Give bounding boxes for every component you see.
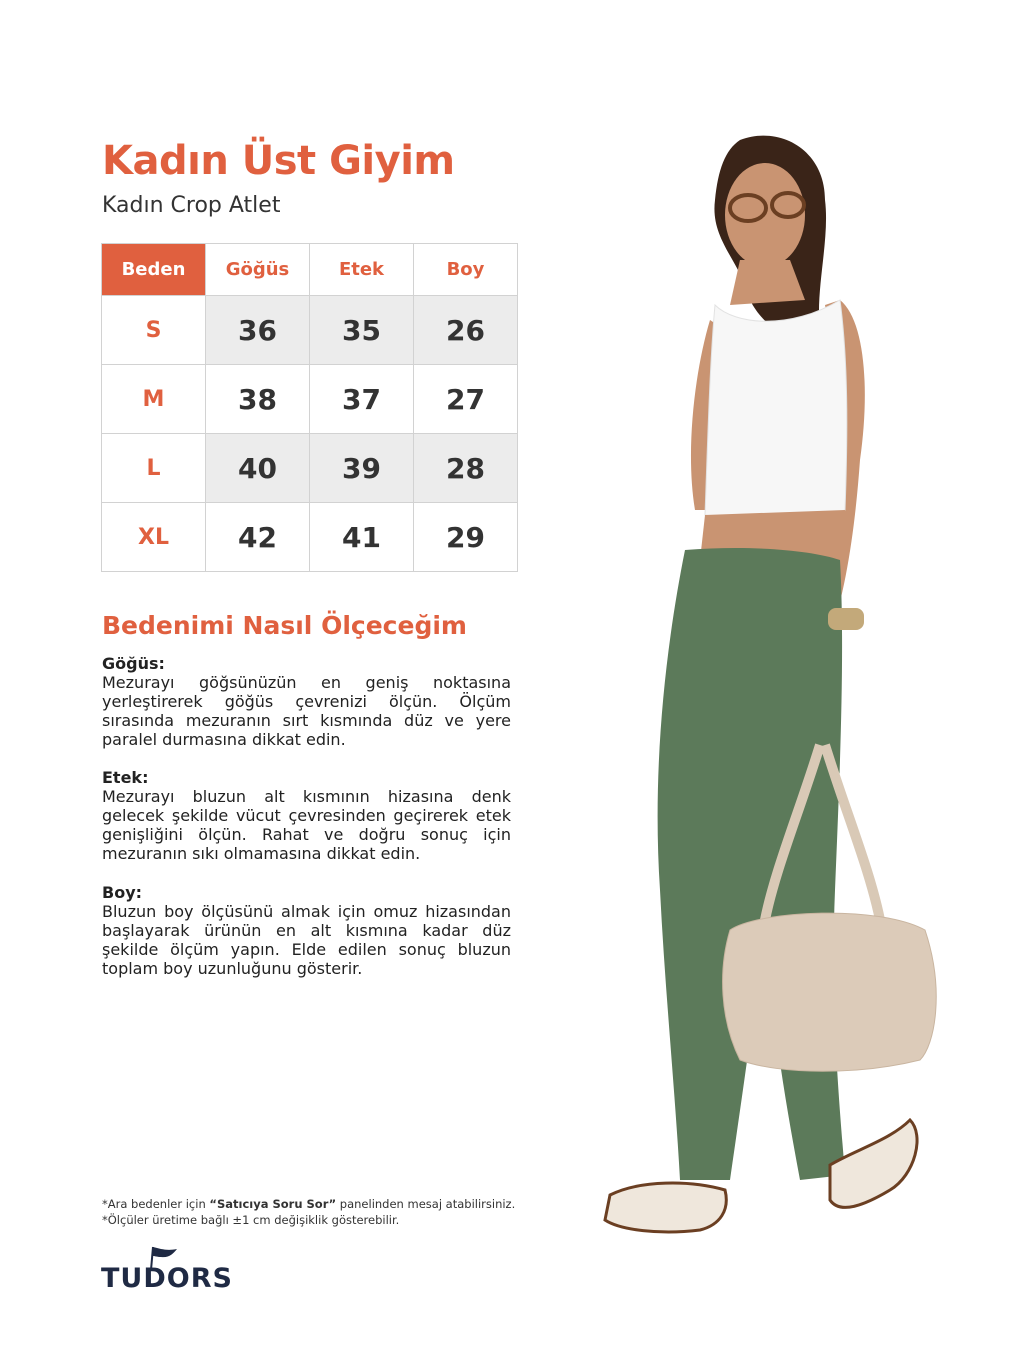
model-shoe-left bbox=[605, 1183, 726, 1232]
model-photo bbox=[590, 130, 950, 1270]
howto-title: Bedenimi Nasıl Ölçeceğim bbox=[102, 611, 467, 640]
section-label: Boy: bbox=[102, 883, 143, 902]
size-label: XL bbox=[102, 503, 206, 572]
footnote-2: *Ölçüler üretime bağlı ±1 cm değişiklik gösterebilir. bbox=[102, 1213, 400, 1227]
size-table bbox=[101, 243, 518, 572]
section-label: Etek: bbox=[102, 768, 149, 787]
section-text: Bluzun boy ölçüsünü almak için omuz hizasından başlayarak ürünün en alt kısmına kadar düz şekilde ölçüm yapın. Elde edilen sonuç bluzun toplam boy uzunluğunu gösterir. bbox=[102, 902, 511, 978]
boy-value: 28 bbox=[414, 434, 518, 503]
table-row bbox=[102, 296, 518, 365]
size-label: L bbox=[102, 434, 206, 503]
footnotes bbox=[102, 1196, 515, 1228]
header-beden: Beden bbox=[102, 244, 206, 296]
table-row bbox=[102, 503, 518, 572]
size-label: S bbox=[102, 296, 206, 365]
gogus-value: 40 bbox=[206, 434, 310, 503]
gogus-value: 36 bbox=[206, 296, 310, 365]
boy-value: 27 bbox=[414, 365, 518, 434]
howto-section-etek bbox=[102, 768, 511, 863]
page-subtitle: Kadın Crop Atlet bbox=[102, 193, 281, 218]
section-label: Göğüs: bbox=[102, 654, 165, 673]
header-boy: Boy bbox=[414, 244, 518, 296]
section-text: Mezurayı göğsünüzün en geniş noktasına yerleştirerek göğüs çevrenizi ölçün. Ölçüm sırasında mezuranın sırt kısmında düz ve yere paralel durmasına dikkat edin. bbox=[102, 673, 511, 749]
gogus-value: 42 bbox=[206, 503, 310, 572]
howto-section-boy bbox=[102, 883, 511, 978]
model-pants bbox=[658, 548, 845, 1180]
model-top bbox=[705, 300, 847, 522]
size-table-header-row bbox=[102, 244, 518, 296]
section-text: Mezurayı bluzun alt kısmının hizasına denk gelecek şekilde vücut çevresinden geçirerek etek genişliğini ölçün. Rahat ve doğru sonuç için mezuranın sıkı olmamasına dikkat edin. bbox=[102, 787, 511, 863]
header-gogus: Göğüs bbox=[206, 244, 310, 296]
etek-value: 41 bbox=[310, 503, 414, 572]
handbag bbox=[723, 913, 937, 1071]
etek-value: 35 bbox=[310, 296, 414, 365]
boy-value: 29 bbox=[414, 503, 518, 572]
page-title: Kadın Üst Giyim bbox=[102, 138, 455, 184]
brand-name: TUDORS bbox=[101, 1263, 233, 1294]
table-row bbox=[102, 365, 518, 434]
etek-value: 37 bbox=[310, 365, 414, 434]
footnote-1: *Ara bedenler için “Satıcıya Soru Sor” panelinden mesaj atabilirsiniz. bbox=[102, 1197, 516, 1211]
gogus-value: 38 bbox=[206, 365, 310, 434]
boy-value: 26 bbox=[414, 296, 518, 365]
size-label: M bbox=[102, 365, 206, 434]
model-shoe-right bbox=[830, 1120, 917, 1207]
etek-value: 39 bbox=[310, 434, 414, 503]
table-row bbox=[102, 434, 518, 503]
howto-section-gogus bbox=[102, 654, 511, 749]
header-etek: Etek bbox=[310, 244, 414, 296]
